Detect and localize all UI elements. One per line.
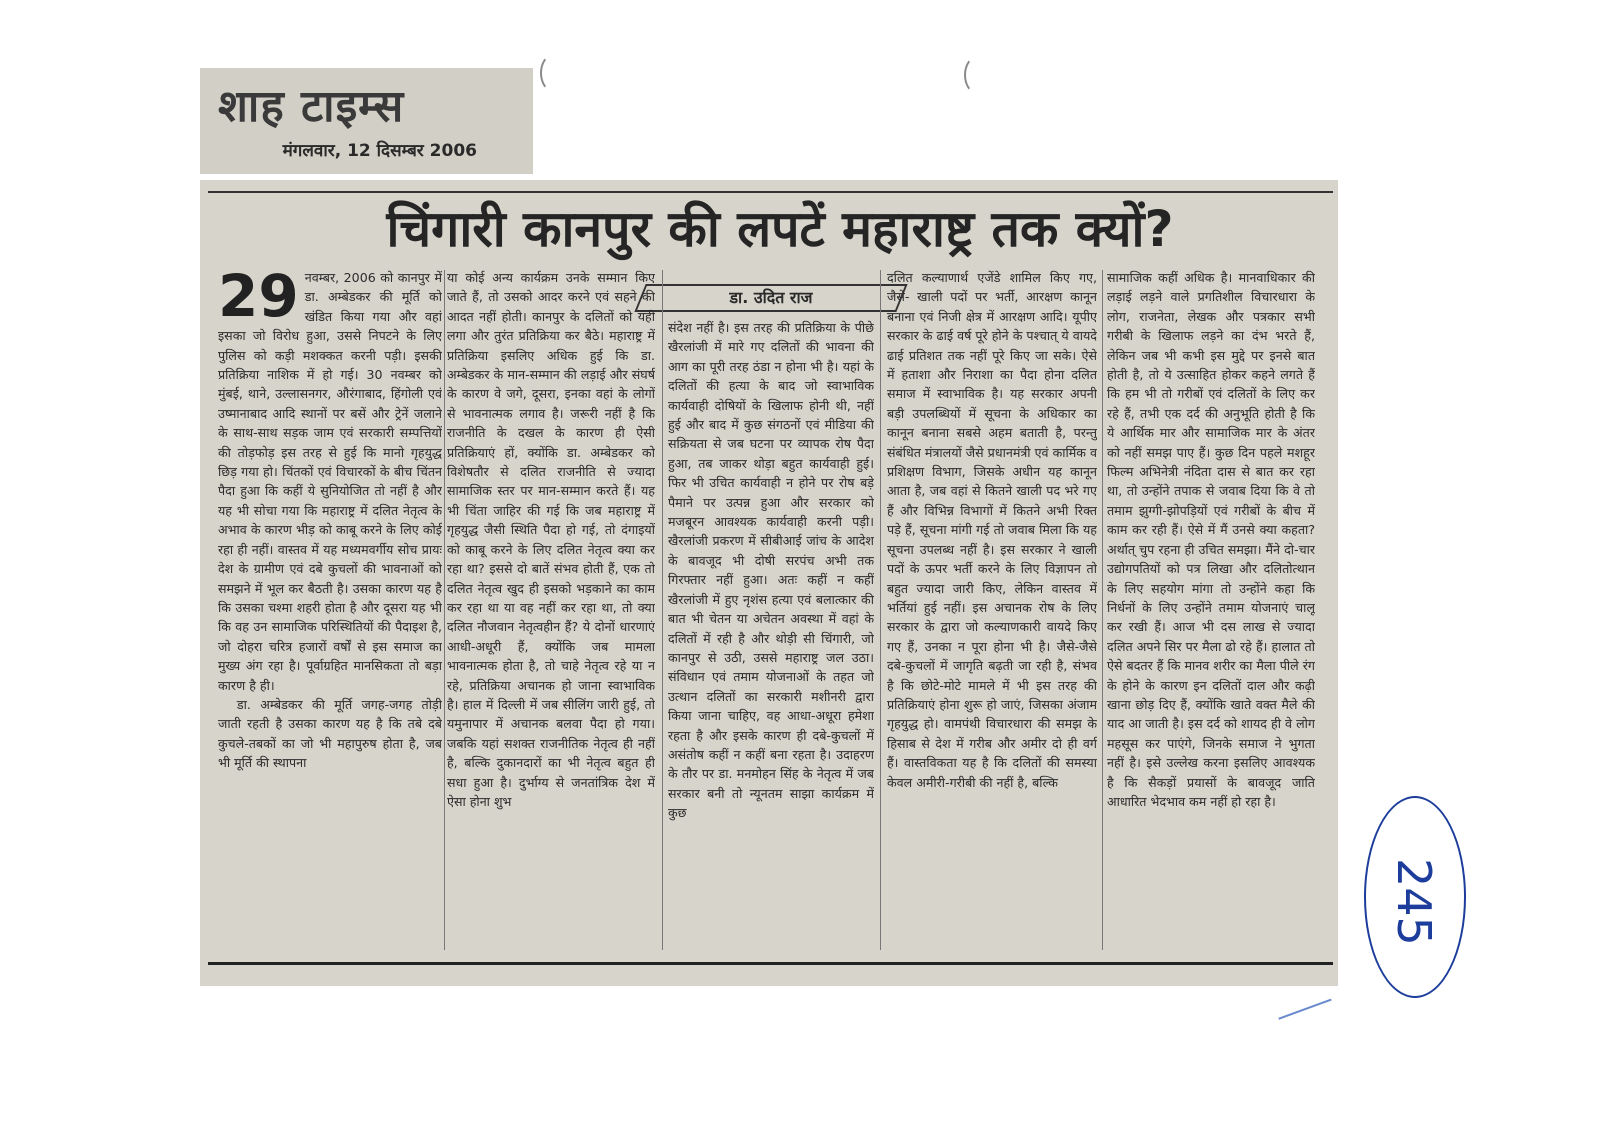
lead-paragraph: नवम्बर, 2006 को कानपुर में डा. अम्बेडकर की मूर्ति को खंडित किया गया और वहां इसका जो विरोध हुआ, उससे निपटने के लिए पुलिस को कड़ी मशक्कत करनी पड़ी। इसकी प्रतिक्रिया नाशिक में हो गई। 30 नवम्बर को मुंबई, थाने, उल्लासनगर, औरंगाबाद, हिंगोली एवं उष्मानाबाद आदि स्थानों पर बसें और ट्रेनें जलाने के साथ-साथ सड़क जाम एवं सरकारी सम्पत्तियों की तोड़फोड़ इस तरह से हुई कि मानो गृहयुद्ध छिड़ गया हो। चिंतकों एवं विचारकों के बीच चिंतन पैदा हुआ कि कहीं ये सुनियोजित तो नहीं है और यह भी सोचा गया कि महाराष्ट्र में दलित नेतृत्व के अभाव के कारण भीड़ को काबू करने के लिए कोई रहा ही नहीं। वास्तव में यह मध्यमवर्गीय सोच प्रायः देश के ग्रामीण एवं दबे कुचलों की भावनाओं को समझने में भूल कर बैठती है। उसका कारण यह है कि उसका चश्मा शहरी होता है और दूसरा यह भी कि वह उन सामाजिक परिस्थितियों की पैदाइश है, जो दोहरा चरित्र हजारों वर्षों से इस समाज का मुख्य अंग रहा है। पूर्वाग्रहित मानसिकता तो बड़ा कारण है ही।: [218, 270, 442, 693]
article-column-5: [1107, 268, 1315, 948]
article-column-3: [668, 318, 874, 998]
punch-hole-right: [964, 56, 990, 94]
column-divider: [444, 270, 445, 950]
issue-date: मंगलवार, 12 दिसम्बर 2006: [282, 141, 477, 161]
drop-cap: 29: [218, 268, 299, 330]
newspaper-masthead: [200, 68, 533, 174]
article-column-2: [447, 268, 655, 948]
column-divider: [880, 270, 881, 950]
author-byline: डा. उदित राज: [729, 288, 813, 307]
paragraph: सामाजिक कहीं अधिक है। मानवाधिकार की लड़ाई लड़ने वाले प्रगतिशील विचारधारा के लोग, राजनेता, लेखक और पत्रकार सभी गरीबी के खिलाफ लड़ने का दंभ भरते हैं, लेकिन जब भी कभी इस मुद्दे पर इनसे बात होती है, तो ये उत्साहित होकर कहने लगते हैं कि हम भी तो गरीबों एवं दलितों के लिए कर रहे हैं, तभी एक दर्द की अनुभूति होती है कि ये आर्थिक मार और सामाजिक मार के अंतर को नहीं समझ पाए हैं। कुछ दिन पहले मशहूर फिल्म अभिनेत्री नंदिता दास से बात कर रहा था, तो उन्होंने तपाक से जवाब दिया कि वे तो तमाम झुग्गी-झोपड़ियों एवं गरीबों के बीच में काम कर रही हैं। ऐसे में मैं उनसे क्या कहता? अर्थात् चुप रहना ही उचित समझा। मैंने दो-चार उद्योगपतियों को पत्र लिखा और दलितोत्थान के लिए सहयोग मांगा तो उन्होंने कहा कि निर्धनों के लिए उन्होंने तमाम योजनाएं चालू कर रखी हैं। आज भी दस लाख से ज्यादा दलित अपने सिर पर मैला ढो रहे हैं। हालात तो ऐसे बदतर हैं कि मानव शरीर का मैला पीले रंग के होने के कारण इन दलितों दाल और कढ़ी खाना छोड़ दिए हैं, क्योंकि खाते वक्त मैले की याद आ जाती है। इस दर्द को शायद ही वे लोग महसूस कर पाएंगे, जिनके समाज ने भुगता नहीं है। इसे उल्लेख करना इसलिए आवश्यक है कि सैकड़ों प्रयासों के बावजूद जाति आधारित भेदभाव कम नहीं हो रहा है।: [1107, 270, 1315, 809]
paragraph: या कोई अन्य कार्यक्रम उनके सम्मान किए जाते हैं, तो उसको आदर करने एवं सहने की आदत नहीं होती। कानपुर के दलितों को यही लगा और तुरंत प्रतिक्रिया कर बैठे। महाराष्ट्र में प्रतिक्रिया इसलिए अधिक हुई कि डा. अम्बेडकर के मान-सम्मान की लड़ाई और संघर्ष के कारण वे जगे, दूसरा, इनका वहां के लोगों से भावनात्मक लगाव है। जरूरी नहीं है कि राजनीति के दखल के कारण ही ऐसी प्रतिक्रियाएं हों, क्योंकि डा. अम्बेडकर को विशेषतौर से दलित राजनीति से ज्यादा सामाजिक स्तर पर मान-सम्मान करते हैं। यह भी चिंता जाहिर की गई कि जब महाराष्ट्र में गृहयुद्ध जैसी स्थिति पैदा हो गई, तो दंगाइयों को काबू करने के लिए दलित नेतृत्व क्या कर रहा था? इससे दो बातें संभव होती हैं, एक तो दलित नेतृत्व खुद ही इसको भड़काने का काम कर रहा था या वह नहीं कर रहा था, तो क्या दलित नौजवान नेतृत्वहीन हैं? ये दोनों धारणाएं आधी-अधूरी हैं, क्योंकि जब मामला भावनात्मक होता है, तो चाहे नेतृत्व रहे या न रहे, प्रतिक्रिया अचानक हो जाना स्वाभाविक है। हाल में दिल्ली में जब सीलिंग जारी हुई, तो यमुनापार में अचानक बलवा पैदा हो गया। जबकि यहां सशक्त राजनीतिक नेतृत्व ही नहीं है, बल्कि दुकानदारों का भी नेतृत्व बहुत ही सधा हुआ है। दुर्भाग्य से जनतांत्रिक देश में ऐसा होना शुभ: [447, 270, 655, 809]
bottom-rule: [208, 962, 1333, 965]
article-column-4: [887, 268, 1097, 948]
column-divider: [662, 270, 663, 950]
paragraph: डा. अम्बेडकर की मूर्ति जगह-जगह तोड़ी जाती रहती है उसका कारण यह है कि तबे दबे कुचले-तबकों का जो भी महापुरुष होता है, जब भी मूर्ति की स्थापना: [218, 696, 442, 771]
newspaper-name: शाह टाइम्स: [218, 81, 405, 132]
article-headline: चिंगारी कानपुर की लपटें महाराष्ट्र तक क्यों?: [386, 200, 1174, 258]
paragraph: दलित कल्याणार्थ एजेंडे शामिल किए गए, जैसे- खाली पदों पर भर्ती, आरक्षण कानून बनाना एवं निजी क्षेत्र में आरक्षण आदि। यूपीए सरकार के ढाई वर्ष पूरे होने के पश्चात् ये वायदे ढाई प्रतिशत तक नहीं पूरे किए जा सके। ऐसे में हताशा और निराशा का पैदा होना दलित समाज में स्वाभाविक है। यह सरकार अपनी बड़ी उपलब्धियों में सूचना के अधिकार का कानून बनाना सबसे अहम बताती है, परन्तु संबंधित मंत्रालयों जैसे प्रधानमंत्री एवं कार्मिक व प्रशिक्षण विभाग, जिसके अधीन यह कानून आता है, जब वहां से कितने खाली पद भरे गए हैं और विभिन्न विभागों में कितने अभी रिक्त पड़े हैं, सूचना मांगी गई तो जवाब मिला कि यह सूचना उपलब्ध नहीं है। इस सरकार ने खाली पदों के ऊपर भर्ती करने के लिए विज्ञापन तो बहुत ज्यादा जारी किए, लेकिन वास्तव में भर्तियां हुई नहीं। इस अचानक रोष के लिए सरकार के द्वारा जो कल्याणकारी वायदे किए गए हैं, उनका न पूरा होना भी है। जैसे-जैसे दबे-कुचलों में जागृति बढ़ती जा रही है, संभव है कि छोटे-मोटे मामले में भी इस तरह की प्रतिक्रियाएं होना शुरू हो जाएं, जिसका अंजाम गृहयुद्ध हो। वामपंथी विचारधारा की समझ के हिसाब से देश में गरीब और अमीर दो ही वर्ग हैं। वास्तविकता यह है कि दलितों की समस्या केवल अमीरी-गरीबी की नहीं है, बल्कि: [887, 270, 1097, 790]
article-column-1: [218, 268, 442, 948]
handwritten-page-number: 245: [1387, 858, 1441, 946]
pen-mark: [1278, 999, 1333, 1026]
column-divider: [1102, 270, 1103, 950]
paragraph: संदेश नहीं है। इस तरह की प्रतिक्रिया के पीछे खैरलांजी में मारे गए दलितों की भावना की आग का पूरी तरह ठंडा न होना भी है। यहां के दलितों की हत्या के बाद जो स्वाभाविक कार्यवाही दोषियों के खिलाफ होनी थी, नहीं हुई और बाद में कुछ संगठनों एवं मीडिया की सक्रियता से जब घटना पर व्यापक रोष पैदा हुआ, तब जाकर थोड़ा बहुत कार्यवाही हुई। फिर भी उचित कार्यवाही न होने पर रोष बड़े पैमाने पर उत्पन्न हुआ और सरकार को मजबूरन आवश्यक कार्यवाही करनी पड़ी। खैरलांजी प्रकरण में सीबीआई जांच के आदेश के बावजूद भी दोषी सरपंच अभी तक गिरफ्तार नहीं हुआ। अतः कहीं न कहीं खैरलांजी में हुए नृशंस हत्या एवं बलात्कार की बात भी चेतन या अचेतन अवस्था में वहां के दलितों में रही है और थोड़ी सी चिंगारी, जो कानपुर से उठी, उससे महाराष्ट्र जल उठा। संविधान एवं तमाम योजनाओं के तहत जो उत्थान दलितों का सरकारी मशीनरी द्वारा किया जाना चाहिए, वह आधा-अधूरा हमेशा रहता है और इसके कारण ही दबे-कुचलों में असंतोष कहीं न कहीं बना रहता है। उदाहरण के तौर पर डा. मनमोहन सिंह के नेतृत्व में जब सरकार बनी तो न्यूनतम साझा कार्यक्रम में कुछ: [668, 320, 874, 821]
punch-hole-left: [540, 54, 566, 92]
